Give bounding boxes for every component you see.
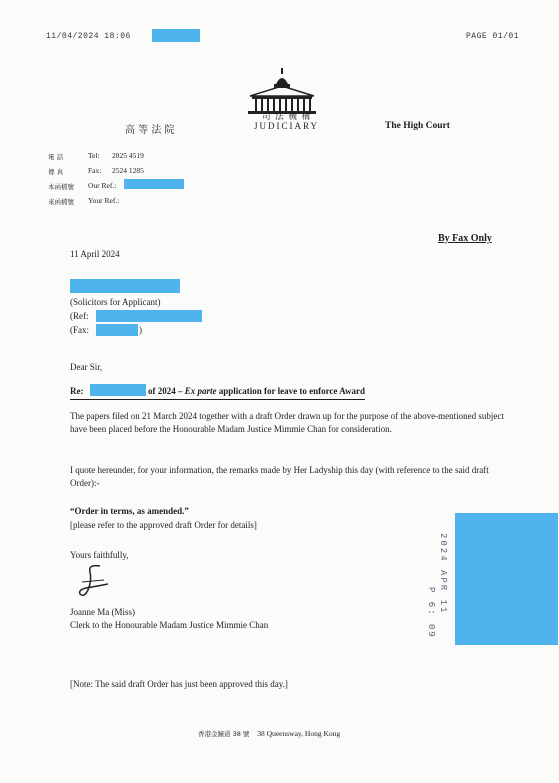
fax-label: Fax: (88, 166, 102, 175)
your-ref-label-chinese: 來函檔號 (48, 198, 74, 206)
recipient-fax-close: ) (139, 325, 142, 335)
tel-label: Tel: (88, 151, 100, 160)
tel-value: 2825 4519 (112, 151, 144, 160)
fax-datetime: 11/04/2024 18:06 (46, 32, 131, 41)
handwritten-signature (74, 562, 114, 602)
paragraph-remarks: I quote hereunder, for your information, the remarks made by Her Ladyship this day (with reference to the said draft Order):- (70, 465, 489, 488)
footer-address (198, 729, 340, 738)
recipient-role: (Solicitors for Applicant) (70, 297, 161, 307)
approval-note: [Note: The said draft Order has just been approved this day.] (70, 679, 288, 689)
judiciary-building-logo (246, 66, 318, 116)
signer-title: Clerk to the Honourable Madam Justice Mimmie Chan (70, 620, 269, 630)
subject-case-redaction (90, 384, 146, 396)
fax-value: 2524 1285 (112, 166, 144, 175)
delivery-method: By Fax Only (438, 233, 492, 244)
footer-address-chinese: 香港金鐘道 38 號 (198, 730, 250, 738)
court-chinese-name: 高 等 法 院 (125, 125, 175, 136)
received-stamp-time: P 6: 09 (426, 587, 436, 639)
quoted-remark: “Order in terms, as amended.” (70, 506, 189, 516)
our-ref-label: Our Ref.: (88, 181, 117, 190)
your-ref-label: Your Ref.: (88, 196, 120, 205)
letter-date: 11 April 2024 (70, 249, 120, 259)
judiciary-chinese-name: 司 法 機 構 (262, 112, 312, 122)
fax-page-number: PAGE 01/01 (466, 32, 520, 41)
subject-prefix: Re: (70, 386, 84, 396)
recipient-ref-label: (Ref: (70, 311, 89, 321)
tel-label-chinese: 電 話 (48, 153, 64, 161)
recipient-ref-redaction (96, 310, 202, 322)
recipient-name-redaction (70, 279, 180, 293)
footer-address-english: 38 Queensway, Hong Kong (257, 729, 341, 738)
closing: Yours faithfully, (70, 550, 129, 560)
our-ref-redaction (124, 179, 184, 189)
recipient-fax-redaction (96, 324, 138, 336)
subject-italic: Ex parte (184, 386, 217, 396)
redaction-block (152, 29, 200, 42)
subject-mid: of 2024 – (148, 386, 183, 396)
remark-note: [please refer to the approved draft Order for details] (70, 520, 257, 530)
high-court-name: The High Court (385, 121, 450, 131)
salutation: Dear Sir, (70, 362, 103, 372)
our-ref-label-chinese: 本函檔號 (48, 183, 74, 191)
judiciary-english-name: JUDICIARY (254, 121, 320, 131)
signer-name: Joanne Ma (Miss) (70, 607, 135, 617)
paragraph-papers-filed: The papers filed on 21 March 2024 together with a draft Order drawn up for the purpose of the above-mentioned subject have been placed before the Honourable Madam Justice Mimmie Chan for consideration. (70, 411, 504, 434)
fax-label-chinese: 傳 真 (48, 168, 64, 176)
subject-rest: application for leave to enforce Award (218, 386, 365, 396)
recipient-fax-label: (Fax: (70, 325, 89, 335)
margin-redaction-block (455, 513, 558, 645)
received-stamp-date: 2024 APR 11 (438, 533, 448, 615)
